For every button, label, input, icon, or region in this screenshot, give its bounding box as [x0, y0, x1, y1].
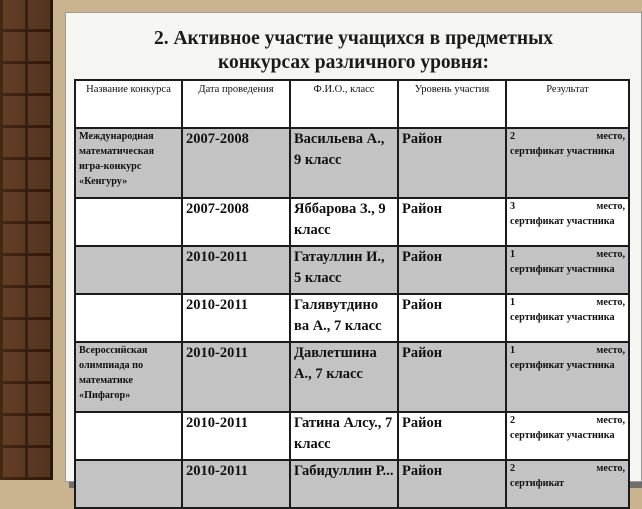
result-place-number: 2	[510, 415, 516, 426]
student-cell: Васильева А., 9 класс	[290, 128, 398, 198]
result-place-word: место,	[596, 249, 625, 260]
result-place-number: 1	[510, 345, 516, 356]
level-cell: Район	[398, 198, 506, 246]
table-row	[75, 412, 629, 460]
result-certificate: сертификат участника	[510, 430, 615, 441]
title-line-1: 2. Активное участие учащихся в предметных	[153, 28, 554, 49]
level-cell: Район	[398, 460, 506, 508]
result-cell	[506, 128, 629, 198]
competition-cell	[75, 198, 182, 246]
year-cell: 2007-2008	[182, 198, 290, 246]
result-cell	[506, 460, 629, 508]
table-header-row	[75, 80, 629, 128]
student-cell: Габидуллин Р...	[290, 460, 398, 508]
competition-cell: Международная математическая игра-конкурс «Кенгуру»	[75, 128, 182, 198]
result-place-word: место,	[596, 345, 625, 356]
header-level: Уровень участия	[398, 80, 506, 128]
result-certificate: сертификат	[510, 478, 565, 489]
slide-title	[66, 27, 641, 75]
result-place-number: 2	[510, 131, 516, 142]
competition-cell	[75, 460, 182, 508]
table-row	[75, 246, 629, 294]
result-place-number: 1	[510, 297, 516, 308]
level-cell: Район	[398, 412, 506, 460]
level-cell: Район	[398, 128, 506, 198]
result-place-word: место,	[596, 201, 625, 212]
result-cell	[506, 342, 629, 412]
student-cell: Яббарова З., 9 класс	[290, 198, 398, 246]
student-cell: Давлетшина А., 7 класс	[290, 342, 398, 412]
year-cell: 2010-2011	[182, 294, 290, 342]
result-certificate: сертификат участника	[510, 216, 615, 227]
result-cell	[506, 246, 629, 294]
student-cell: Гатина Алсу., 7 класс	[290, 412, 398, 460]
level-cell: Район	[398, 342, 506, 412]
result-certificate: сертификат участника	[510, 312, 615, 323]
result-place-word: место,	[596, 415, 625, 426]
competition-cell: Всероссийская олимпиада по математике «Пифагор»	[75, 342, 182, 412]
header-result: Результат	[506, 80, 629, 128]
year-cell: 2010-2011	[182, 412, 290, 460]
header-name: Ф.И.О., класс	[290, 80, 398, 128]
result-place-number: 3	[510, 201, 516, 212]
table-row	[75, 198, 629, 246]
result-certificate: сертификат участника	[510, 360, 615, 371]
result-certificate: сертификат участника	[510, 146, 615, 157]
result-cell	[506, 412, 629, 460]
table-row	[75, 342, 629, 412]
decorative-brick-strip	[0, 0, 53, 480]
slide-panel	[65, 12, 642, 489]
result-place-number: 2	[510, 463, 516, 474]
level-cell: Район	[398, 294, 506, 342]
result-place-number: 1	[510, 249, 516, 260]
competition-cell	[75, 294, 182, 342]
student-cell: Гатауллин И., 5 класс	[290, 246, 398, 294]
results-table	[74, 79, 630, 509]
title-line-2: конкурсах различного уровня:	[217, 52, 490, 73]
header-date: Дата проведения	[182, 80, 290, 128]
year-cell: 2010-2011	[182, 342, 290, 412]
competition-cell	[75, 246, 182, 294]
competition-cell	[75, 412, 182, 460]
table-row	[75, 460, 629, 508]
table-row	[75, 294, 629, 342]
year-cell: 2010-2011	[182, 246, 290, 294]
year-cell: 2007-2008	[182, 128, 290, 198]
level-cell: Район	[398, 246, 506, 294]
result-cell	[506, 294, 629, 342]
result-place-word: место,	[596, 131, 625, 142]
student-cell: Галявутдино ва А., 7 класс	[290, 294, 398, 342]
year-cell: 2010-2011	[182, 460, 290, 508]
table-row	[75, 128, 629, 198]
result-certificate: сертификат участника	[510, 264, 615, 275]
result-place-word: место,	[596, 297, 625, 308]
result-place-word: место,	[596, 463, 625, 474]
result-cell	[506, 198, 629, 246]
header-competition: Название конкурса	[75, 80, 182, 128]
